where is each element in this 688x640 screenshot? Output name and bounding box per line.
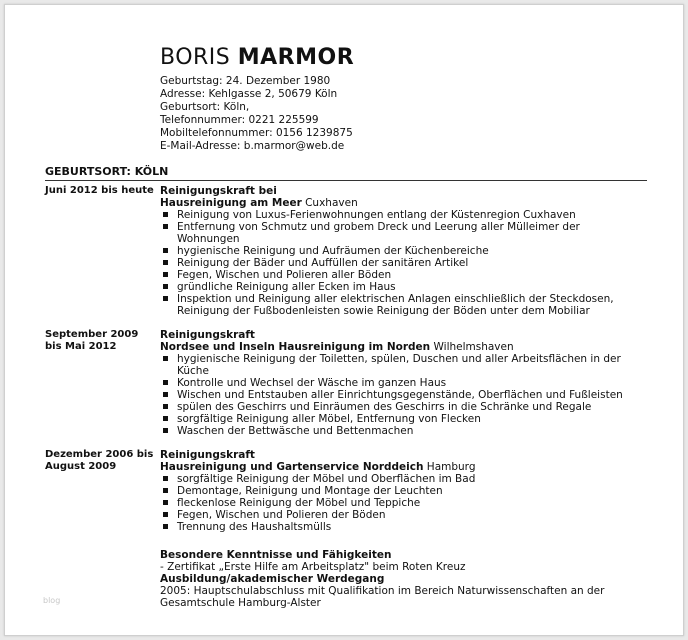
company-name: Hausreinigung am Meer <box>160 197 302 209</box>
company-location: Wilhelmshaven <box>430 341 514 353</box>
first-name: BORIS <box>160 45 231 70</box>
list-item: Trennung des Haushaltsmülls <box>160 521 630 533</box>
entry-bullets <box>160 473 630 533</box>
section-divider <box>45 180 647 181</box>
last-name: MARMOR <box>237 45 355 70</box>
list-item: Waschen der Bettwäsche und Bettenmachen <box>160 425 630 437</box>
company-location: Cuxhaven <box>301 197 358 209</box>
list-item: sorgfältige Reinigung aller Möbel, Entfernung von Flecken <box>160 413 630 425</box>
entry-bullets <box>160 353 630 437</box>
contact-address: Adresse: Kehlgasse 2, 50679 Köln <box>160 88 338 100</box>
skills-heading: Besondere Kenntnisse und Fähigkeiten <box>160 549 392 561</box>
list-item: sorgfältige Reinigung der Möbel und Oberflächen im Bad <box>160 473 630 485</box>
entry-date: Dezember 2006 bis August 2009 <box>45 449 154 472</box>
candidate-name <box>160 45 354 70</box>
list-item: spülen des Geschirrs und Einräumen des Geschirrs in die Schränke und Regale <box>160 401 630 413</box>
contact-birthday: Geburtstag: 24. Dezember 1980 <box>160 75 331 87</box>
list-item: Reinigung von Luxus-Ferienwohnungen entlang der Küstenregion Cuxhaven <box>160 209 630 221</box>
entry-body <box>160 449 630 533</box>
list-item: Demontage, Reinigung und Montage der Leuchten <box>160 485 630 497</box>
list-item: fleckenlose Reinigung der Möbel und Teppiche <box>160 497 630 509</box>
entry-role: Reinigungskraft bei <box>160 185 277 197</box>
skills-line: - Zertifikat „Erste Hilfe am Arbeitsplatz" beim Roten Kreuz <box>160 561 466 573</box>
entry-role: Reinigungskraft <box>160 449 255 461</box>
education-line: 2005: Hauptschulabschluss mit Qualifikation im Bereich Naturwissenschaften an der Gesamtschule Hamburg-Alster <box>160 585 605 609</box>
section-title: GEBURTSORT: KÖLN <box>45 165 169 178</box>
list-item: Kontrolle und Wechsel der Wäsche im ganzen Haus <box>160 377 630 389</box>
resume-page <box>4 4 684 636</box>
company-location: Hamburg <box>423 461 476 473</box>
contact-phone: Telefonnummer: 0221 225599 <box>160 114 319 126</box>
company-name: Hausreinigung und Gartenservice Norddeich <box>160 461 424 473</box>
list-item: Wischen und Entstauben aller Einrichtungsgegenstände, Oberflächen und Fußleisten <box>160 389 630 401</box>
watermark: blog <box>43 596 61 605</box>
contact-block <box>160 75 353 153</box>
list-item: Fegen, Wischen und Polieren aller Böden <box>160 269 630 281</box>
list-item: hygienische Reinigung der Toiletten, spülen, Duschen und aller Arbeitsflächen in der Küche <box>160 353 630 377</box>
list-item: Inspektion und Reinigung aller elektrischen Anlagen einschließlich der Steckdosen, Reinigung der Fußbodenleisten sowie Reinigung der Böden unter dem Mobiliar <box>160 293 630 317</box>
education-heading: Ausbildung/akademischer Werdegang <box>160 573 385 585</box>
entry-body <box>160 185 630 317</box>
contact-email: E-Mail-Adresse: b.marmor@web.de <box>160 140 345 152</box>
entry-date: Juni 2012 bis heute <box>45 185 154 196</box>
list-item: gründliche Reinigung aller Ecken im Haus <box>160 281 630 293</box>
company-name: Nordsee und Inseln Hausreinigung im Norden <box>160 341 431 353</box>
contact-birthplace: Geburtsort: Köln, <box>160 101 250 113</box>
list-item: Reinigung der Bäder und Auffüllen der sanitären Artikel <box>160 257 630 269</box>
additional-info <box>160 549 630 609</box>
contact-mobile: Mobiltelefonnummer: 0156 1239875 <box>160 127 353 139</box>
entry-bullets <box>160 209 630 317</box>
list-item: Entfernung von Schmutz und grobem Dreck und Leerung aller Mülleimer der Wohnungen <box>160 221 630 245</box>
entry-date: September 2009 bis Mai 2012 <box>45 329 139 352</box>
entry-company <box>160 341 630 353</box>
entry-company <box>160 197 630 209</box>
entry-company <box>160 461 630 473</box>
list-item: Fegen, Wischen und Polieren der Böden <box>160 509 630 521</box>
entry-role: Reinigungskraft <box>160 329 255 341</box>
list-item: hygienische Reinigung und Aufräumen der Küchenbereiche <box>160 245 630 257</box>
entry-body <box>160 329 630 437</box>
